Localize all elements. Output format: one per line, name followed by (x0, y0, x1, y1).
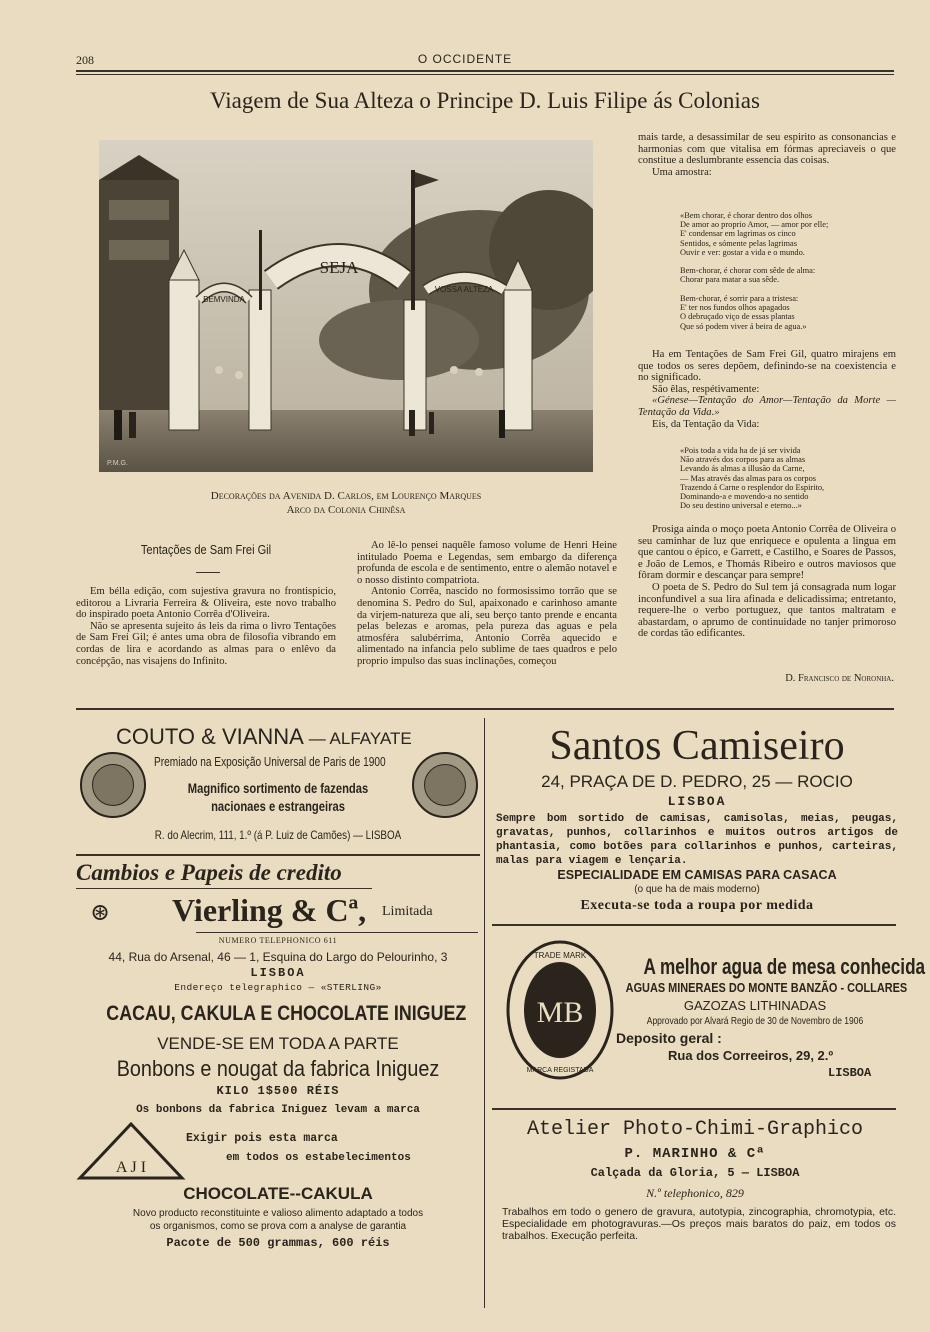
couto-line-1: Premiado na Exposição Universal de Paris de 1900 (154, 754, 386, 769)
review-para-1: Em bélla edição, com sujestiva gravura no frontispicio, editorou a Livraria Ferreira & Oliveira, este novo trabalho do inspirado poeta Antonio Corrêa d'Oliveira. (76, 586, 336, 621)
verse-line: O debruçado viço de essas plantas (680, 312, 795, 322)
arch-text-seja: SEJA (319, 258, 359, 277)
santos-special-sub: (o que ha de mais moderno) (634, 884, 760, 895)
review-para-2: Não se apresenta sujeito ás leis da rima o livro Tentações de Sam Frei Gil; é antes uma obra de filosofia vibrando em cordas de lira e acordando as almas para o enlêvo da concépção, nas visajens do Infinito. (76, 620, 336, 667)
verse-line: «Bem chorar, é chorar dentro dos olhos (680, 211, 812, 220)
rule-after-agua (492, 1108, 896, 1110)
verse-line: Levando ás almas a illusão da Carne, (680, 464, 805, 474)
right-para-3: Ha em Tentações de Sam Frei Gil, quatro mirajens em que todos os seres depõem, definindo-se na coexistencia e no significado. (638, 349, 896, 384)
review-heading: Tentações de Sam Frei Gil (140, 542, 272, 557)
santos-desc: Sempre bom sortido de camisas, camisolas, meias, peugas, gravatas, punhos, collarinhos e muitos outros artigos de phantasia, como botões para collarinhos e punhos, carteiras, malas para viagem e lençaria. (496, 813, 898, 867)
cacau-title: CACAU, CAKULA E CHOCOLATE INIGUEZ (106, 1002, 467, 1025)
vierling-heading: Cambios e Papeis de credito (76, 860, 342, 885)
verse-line: Chorar para matar a sua sêde. (680, 275, 780, 285)
vierling-ornament-icon: ⊛ (90, 900, 111, 926)
photo-arch (99, 140, 593, 472)
verse-line: «Pois toda a vida ha de já ser vivida (680, 446, 801, 455)
review-col2-para-2: Antonio Corrêa, nascido no formosissimo torrão que se denomina S. Pedro do Sul, apaixonado e carinhoso amante da virjem-natureza que ali, seu berço tanto prende e encanta pelas belezas e aromas, pela pureza das aguas e pela atmosféra salubérrima, Antonio Corrêa aquecido e alimentado na infancia pelo sublime de taes quadros e pelo proprio impulso das suas inclinações, começou (357, 586, 617, 667)
medal-right-icon (412, 752, 478, 818)
cacau-logo-triangle-icon (76, 1120, 186, 1182)
ad-cacau (76, 1000, 480, 1306)
santos-tagline: Executa-se toda a roupa por medida (580, 898, 814, 913)
verse-line: Que só podem viver á beira de agua.» (680, 321, 807, 331)
verse-line: Não através dos corpos para as almas (680, 455, 806, 465)
verse-block-4 (680, 446, 824, 510)
ad-atelier (492, 1112, 898, 1308)
agua-subtitle: AGUAS MINERAES DO MONTE BANZÃO - COLLARES (625, 980, 908, 995)
agua-deposito: Deposito geral : (616, 1030, 722, 1046)
agua-seal-mono: MB (536, 996, 584, 1029)
right-para-2: Uma amostra: (652, 166, 712, 178)
agua-seal-icon (506, 940, 614, 1080)
header-rule-thin (76, 74, 894, 75)
couto-line-2: Magnifico sortimento de fazendas (187, 780, 369, 796)
verse-line: De amor ao proprio Amor, — amor por elle; (680, 220, 829, 230)
verse-line: — Mas através das almas para os corpos (680, 473, 817, 483)
couto-title (116, 724, 412, 750)
journal-name: O OCCIDENTE (417, 52, 513, 66)
vierling-limitada: Limitada (382, 904, 433, 919)
cacau-brand-note: Os bonbons da fabrica Iniguez levam a marca (136, 1104, 420, 1116)
right-column-3 (638, 524, 896, 640)
right-para-4: São êlas, respétivamente: (652, 383, 760, 395)
ad-agua-monte-banzao (492, 928, 926, 1106)
review-column-1 (76, 586, 336, 667)
verse-block-3 (680, 294, 807, 331)
couto-address: R. do Alecrim, 111, 1.º (á P. Luiz de Camões) — LISBOA (154, 828, 402, 842)
santos-title: Santos Camiseiro (549, 723, 845, 769)
ad-santos-camiseiro (496, 716, 898, 920)
couto-subtitle: — ALFAYATE (308, 729, 412, 748)
right-para-7: Prosiga ainda o moço poeta Antonio Corrêa de Oliveira o seu caminhar de luz que enriquece e opulenta a lingua em que cantou o épico, e Garrett, e Castilho, e Soares de Passos, e João de Lemos, e Thomás Ribeiro e outros maviosos que fôram dormir e descançar para sempre! (638, 524, 896, 582)
arch-photo-illustration (99, 140, 593, 472)
cacau-price: KILO 1$500 RÉIS (216, 1084, 340, 1098)
verse-line: Sentidos, e sómente pelas lagrimas (680, 238, 797, 248)
ad-couto-vianna (76, 716, 480, 854)
rule-after-santos (492, 924, 896, 926)
verse-line: E' condensar em lagrimas os cinco (680, 229, 796, 239)
agua-title: A melhor agua de mesa conhecida (643, 954, 926, 979)
photo-caption-2: Arco da Colonia Chinêsa (286, 504, 406, 516)
verse-line: Do seu destino universal e eterno...» (680, 501, 802, 511)
couto-line-3: nacionaes e estrangeiras (211, 798, 345, 814)
page-number: 208 (76, 53, 94, 67)
atelier-address: Calçada da Gloria, 5 — LISBOA (590, 1166, 800, 1180)
vierling-city: LISBOA (250, 966, 306, 980)
ad-vierling (76, 858, 480, 998)
header-rule (76, 70, 894, 72)
right-column (638, 132, 896, 178)
right-para-5: «Génese—Tentação do Amor—Tentação da Morte —Tentação da Vida.» (638, 395, 896, 418)
santos-address: 24, PRAÇA DE D. PEDRO, 25 — ROCIO (541, 772, 853, 791)
rule-after-couto (76, 854, 480, 856)
arch-text-vossa-alteza: VOSSA ALTEZA (434, 285, 494, 294)
vierling-tel: NUMERO TELEPHONICO 611 (218, 936, 338, 945)
atelier-owner: P. MARINHO & Cª (624, 1146, 766, 1162)
review-column-2 (357, 540, 617, 668)
vierling-heading-rule (76, 888, 372, 889)
vierling-rule (196, 932, 478, 933)
agua-seal-top: TRADE MARK (533, 951, 587, 960)
verse-block-2 (680, 266, 815, 284)
agua-gazozas: GAZOZAS LITHINADAS (683, 998, 827, 1013)
review-heading-rule (196, 572, 220, 573)
verse-line: Dominando-a e movendo-a no sentido (680, 492, 809, 502)
article-title: Viagem de Sua Alteza o Principe D. Luis Filipe ás Colonias (210, 88, 760, 113)
photo-caption-1: Decorações da Avenida D. Carlos, em Lourenço Marques (210, 490, 482, 502)
arch-text-bemvinda: BEMVINDA (203, 295, 245, 304)
agua-approved: Approvado por Alvará Regio de 30 de Novembro de 1906 (646, 1016, 864, 1027)
right-para-8: O poeta de S. Pedro do Sul tem já consagrada num logar inconfundivel a sua lira afinada e delicadissima; entretanto, requere-lhe o verbo portuguez, que tantos maltratam e abastardam, o aprumo de continuidade no tanjer primoroso de cordas tão edificantes. (638, 581, 896, 640)
verse-line: Trazendo á Carne o resplendor do Espirito, (680, 482, 825, 492)
verse-line: Ouvir e ver: gostar a vida e o mundo. (680, 247, 805, 257)
cacau-exigir-2: em todos os estabelecimentos (226, 1152, 411, 1164)
cacau-logo-letters: A J I (115, 1159, 147, 1176)
article-signature: D. Francisco de Noronha. (785, 673, 894, 684)
atelier-desc: Trabalhos em todo o genero de gravura, autotypia, zincographia, chromotypia, etc. Especialidade em photogravuras.—Os preços mais baratos do paiz, em todos os trabalhos. Execução perfeita. (502, 1206, 896, 1242)
cacau-line-1: VENDE-SE EM TODA A PARTE (157, 1034, 399, 1053)
santos-city: LISBOA (667, 794, 727, 809)
atelier-tel: N.º telephonico, 829 (646, 1186, 744, 1200)
santos-special: ESPECIALIDADE EM CAMISAS PARA CASACA (557, 868, 837, 882)
verse-line: Bem-chorar, é chorar com sêde de alma: (680, 266, 816, 275)
vierling-address: 44, Rua do Arsenal, 46 — 1, Esquina do Largo do Pelourinho, 3 (108, 950, 448, 964)
photo-signature: P.M.G. (107, 460, 128, 467)
review-col2-para-1: Ao lê-lo pensei naquêle famoso volume de Henri Heine intitulado Poema e Legendas, sem embargo da diferença profunda de escola e de sentimento, entre o alemão notavel e o nosso distinto compatriota. (357, 540, 617, 586)
cacau-product: CHOCOLATE--CAKULA (183, 1184, 373, 1203)
verse-line: E' ter nos fundos olhos apagados (680, 303, 790, 313)
verse-block-1 (680, 211, 828, 257)
cacau-line-2: Bonbons e nougat da fabrica Iniguez (116, 1056, 440, 1081)
couto-title-name: COUTO & VIANNA (116, 724, 303, 749)
atelier-title: Atelier Photo-Chimi-Graphico (526, 1118, 864, 1141)
cacau-desc-1: Novo producto reconstituinte e valioso alimento adaptado a todos (132, 1208, 424, 1219)
ads-top-rule (76, 708, 894, 710)
cacau-exigir-1: Exigir pois esta marca (186, 1132, 338, 1145)
right-para-1: mais tarde, a desassimilar de seu espirito as consonancias e harmonias com que vitalisa em fórmas apreciaveis o que constitue a deslumbrante essencia das coisas. (638, 132, 896, 167)
agua-address: Rua dos Correeiros, 29, 2.º (668, 1048, 834, 1063)
right-para-6: Eis, da Tentação da Vida: (652, 418, 760, 430)
vierling-name: Vierling & Cª, (172, 892, 367, 928)
cacau-desc-2: os organismos, como se prova com a analyse de garantia (149, 1221, 407, 1232)
ads-vertical-rule (484, 718, 485, 1308)
right-column-2 (638, 349, 896, 430)
verse-line: Bem-chorar, é sorrir para a tristesa: (680, 294, 799, 303)
agua-seal-bottom: MARCA REGISTADA (526, 1067, 594, 1074)
medal-left-icon (80, 752, 146, 818)
agua-city: LISBOA (828, 1066, 872, 1080)
vierling-telegraph: Endereço telegraphico — «STERLING» (174, 982, 382, 993)
cacau-pack: Pacote de 500 grammas, 600 réis (166, 1236, 390, 1250)
